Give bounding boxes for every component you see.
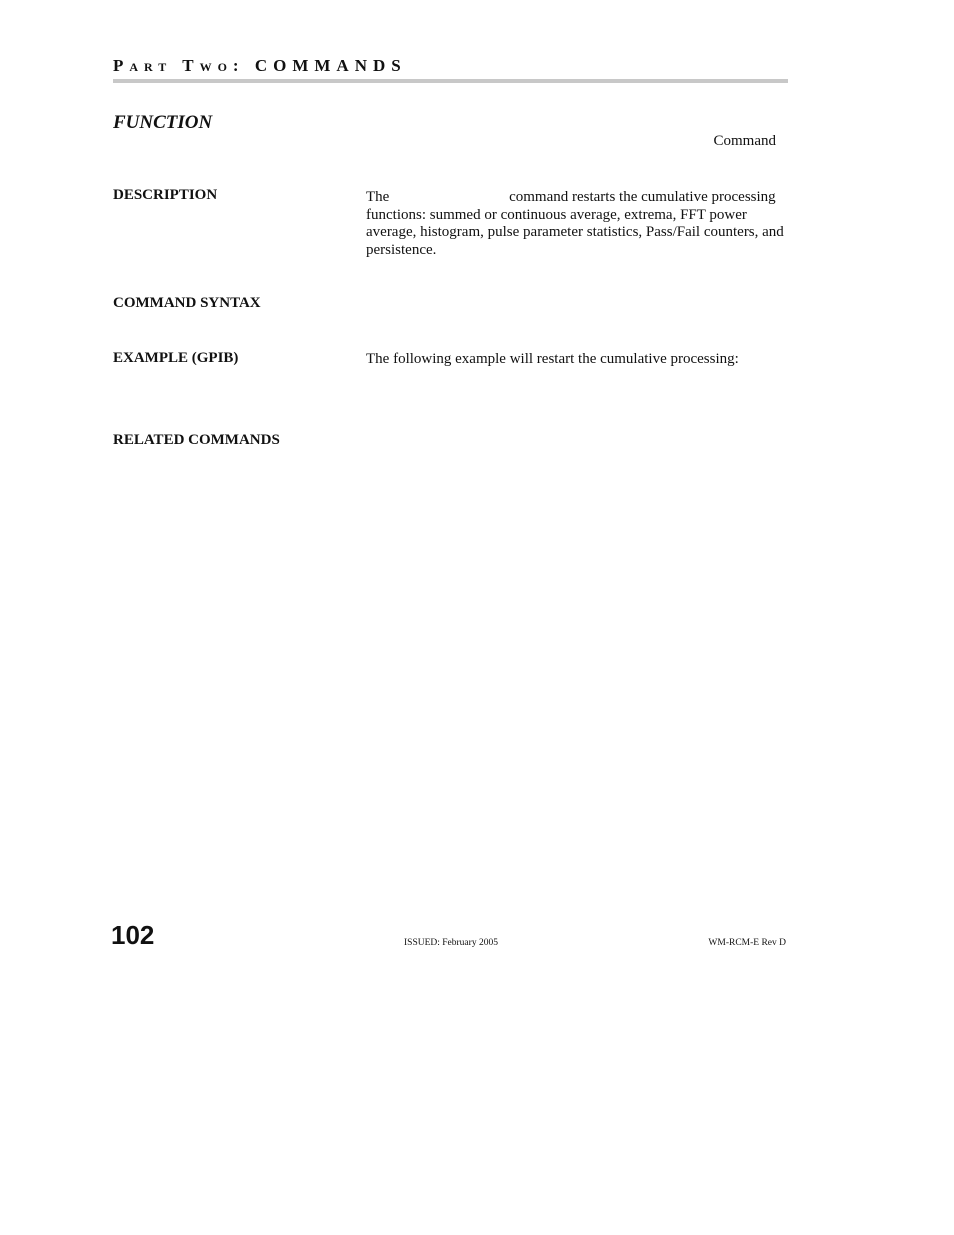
command-syntax-label: COMMAND SYNTAX <box>113 295 261 311</box>
page-number: 102 <box>111 920 155 950</box>
description-text-start: The <box>366 189 394 205</box>
header-rule <box>113 79 788 83</box>
related-commands-label: RELATED COMMANDS <box>113 432 280 448</box>
section-title: FUNCTION <box>113 112 213 133</box>
footer-issued-date: ISSUED: February 2005 <box>404 938 498 948</box>
description-label: DESCRIPTION <box>113 187 218 203</box>
example-label: EXAMPLE (GPIB) <box>113 350 239 366</box>
running-header: Part Two: COMMANDS <box>113 56 407 75</box>
example-text: The following example will restart the cumulative processing: <box>366 351 739 367</box>
description-text-rest: command restarts the cumulative processing functions: summed or continuous average, extrema, FFT power average, histogram, pulse parameter statistics, Pass/Fail counters, and persistence. <box>366 189 784 258</box>
command-type-label: Command <box>713 133 776 149</box>
description-text <box>366 189 786 259</box>
footer-revision: WM-RCM-E Rev D <box>708 938 786 948</box>
